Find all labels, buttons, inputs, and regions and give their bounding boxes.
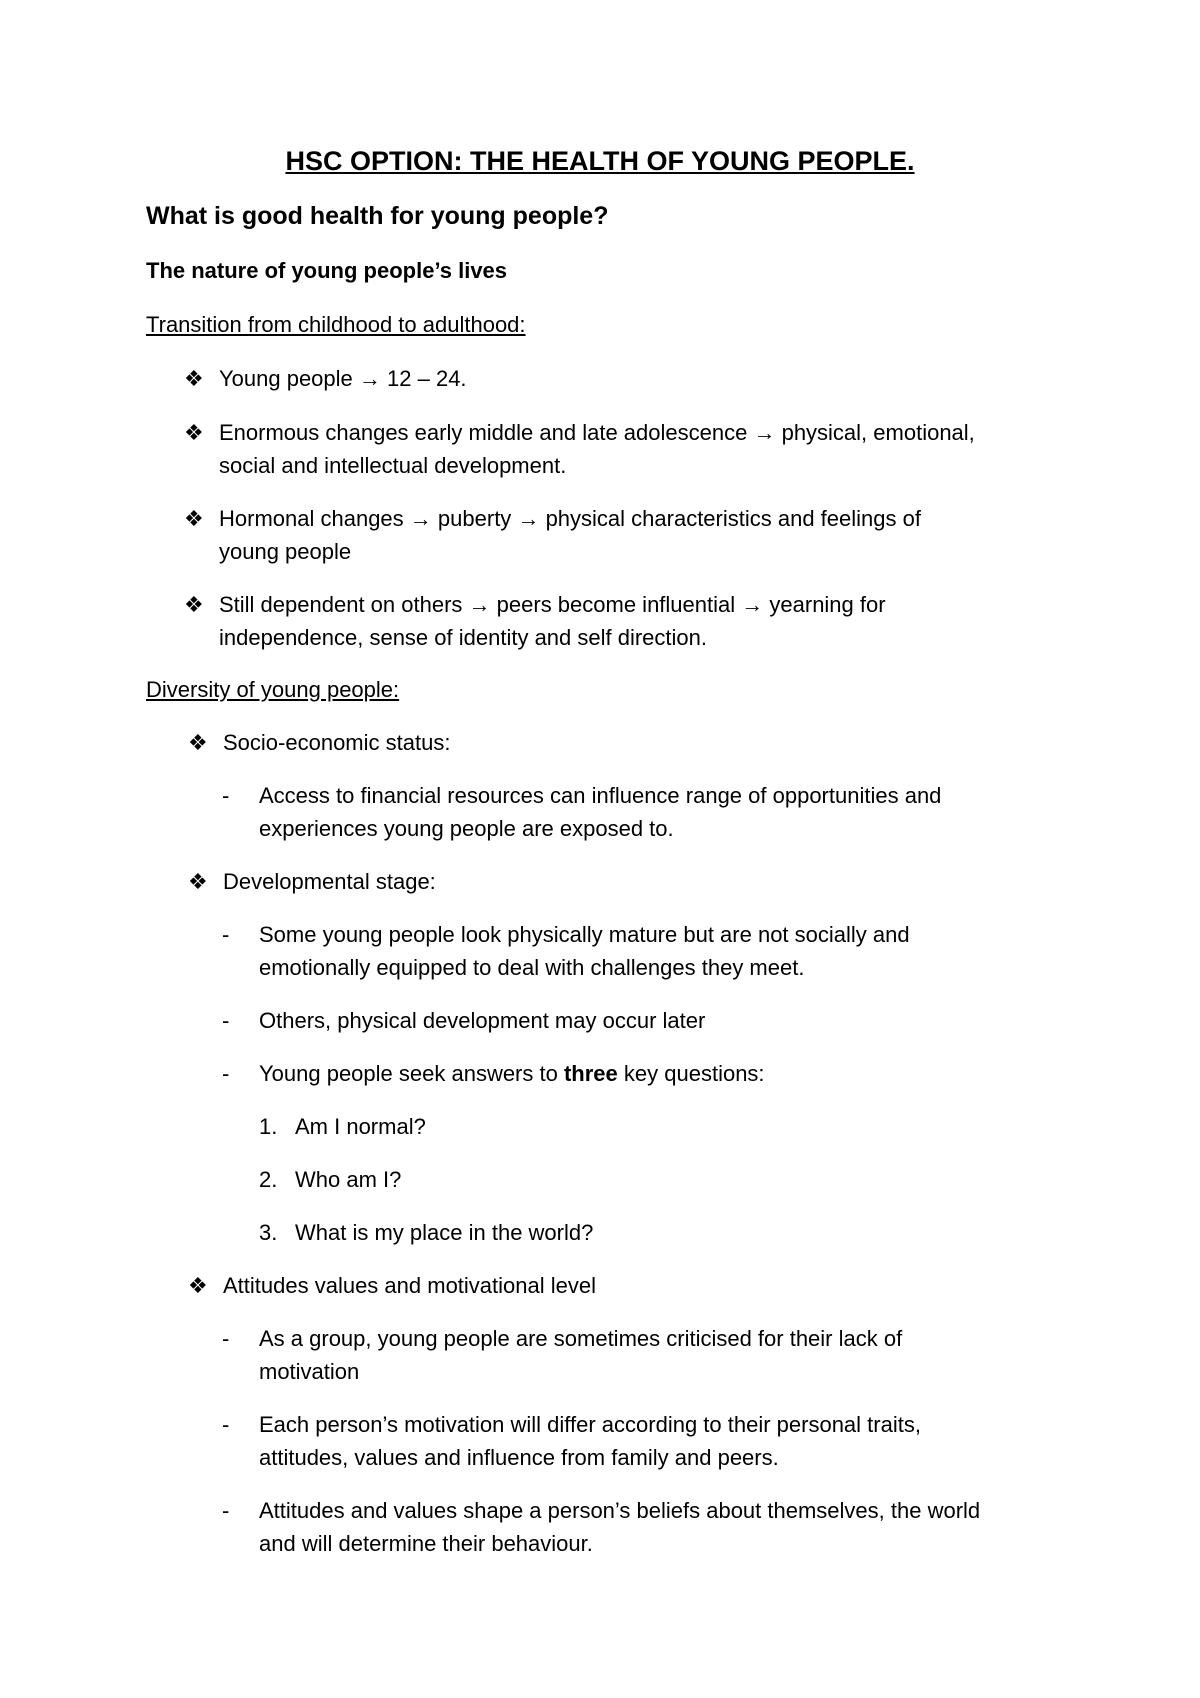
sub-item: Others, physical development may occur later: [259, 1008, 706, 1033]
sub-item-continuation: and will determine their behaviour.: [259, 1531, 593, 1556]
list-item-text: Still dependent on others: [219, 592, 463, 617]
question-text: What is my place in the world?: [295, 1220, 594, 1245]
list-item-text: Hormonal changes: [219, 506, 404, 531]
arrow-icon: →: [741, 592, 764, 617]
list-item-text: physical, emotional,: [781, 420, 975, 445]
list-item: [219, 422, 975, 444]
sub-item: Access to financial resources can influence range of opportunities and: [259, 783, 942, 808]
arrow-icon: →: [468, 592, 491, 617]
sub-item-continuation: experiences young people are exposed to.: [259, 816, 674, 841]
dash-bullet-icon: -: [222, 1326, 230, 1351]
arrow-icon: →: [517, 506, 540, 531]
dash-bullet-icon: -: [222, 1498, 230, 1523]
list-item-continuation: young people: [219, 539, 352, 564]
question-number: 1.: [259, 1114, 278, 1139]
group-label-socio-economic: Socio-economic status:: [223, 730, 451, 755]
dash-bullet-icon: -: [222, 1412, 230, 1437]
list-item-text: yearning for: [769, 592, 886, 617]
document-title: HSC OPTION: THE HEALTH OF YOUNG PEOPLE.: [285, 146, 915, 176]
list-item-text: peers become influential: [496, 592, 736, 617]
diamond-bullet-icon: ❖: [188, 730, 208, 755]
diamond-bullet-icon: ❖: [184, 366, 204, 391]
dash-bullet-icon: -: [222, 783, 230, 808]
list-item-text: puberty: [437, 506, 512, 531]
sub-item-text: Young people seek answers to: [259, 1061, 558, 1086]
section-title-diversity: Diversity of young people:: [146, 677, 400, 702]
dash-bullet-icon: -: [222, 1008, 230, 1033]
sub-item: As a group, young people are sometimes criticised for their lack of: [259, 1326, 903, 1351]
group-label-attitudes: Attitudes values and motivational level: [223, 1273, 596, 1298]
sub-item: Each person’s motivation will differ according to their personal traits,: [259, 1412, 921, 1437]
section-title-transition: Transition from childhood to adulthood:: [146, 312, 526, 337]
dash-bullet-icon: -: [222, 1061, 230, 1086]
list-item-text: Enormous changes early middle and late adolescence: [219, 420, 748, 445]
sub-item: Some young people look physically mature but are not socially and: [259, 922, 910, 947]
diamond-bullet-icon: ❖: [188, 1273, 208, 1298]
question-text: Who am I?: [295, 1167, 402, 1192]
list-item-text: 12 – 24.: [387, 366, 467, 391]
sub-item: [259, 1063, 765, 1085]
list-item-continuation: independence, sense of identity and self direction.: [219, 625, 707, 650]
list-item-text: physical characteristics and feelings of: [545, 506, 921, 531]
emphasis-three: three: [563, 1061, 618, 1086]
question-number: 2.: [259, 1167, 278, 1192]
sub-item-continuation: attitudes, values and influence from family and peers.: [259, 1445, 779, 1470]
dash-bullet-icon: -: [222, 922, 230, 947]
list-item: [219, 594, 886, 616]
diamond-bullet-icon: ❖: [188, 869, 208, 894]
sub-heading: The nature of young people’s lives: [146, 258, 508, 283]
question-number: 3.: [259, 1220, 278, 1245]
diamond-bullet-icon: ❖: [184, 506, 204, 531]
list-item-text: Young people: [219, 366, 353, 391]
sub-item-text: key questions:: [623, 1061, 765, 1086]
list-item-continuation: social and intellectual development.: [219, 453, 567, 478]
diamond-bullet-icon: ❖: [184, 420, 204, 445]
main-heading: What is good health for young people?: [146, 202, 609, 230]
group-label-developmental: Developmental stage:: [223, 869, 436, 894]
arrow-icon: →: [409, 506, 432, 531]
diamond-bullet-icon: ❖: [184, 592, 204, 617]
list-item: [219, 368, 467, 390]
arrow-icon: →: [358, 366, 381, 391]
sub-item: Attitudes and values shape a person’s beliefs about themselves, the world: [259, 1498, 981, 1523]
question-text: Am I normal?: [295, 1114, 426, 1139]
sub-item-continuation: emotionally equipped to deal with challenges they meet.: [259, 955, 805, 980]
list-item: [219, 508, 921, 530]
arrow-icon: →: [753, 420, 776, 445]
sub-item-continuation: motivation: [259, 1359, 360, 1384]
